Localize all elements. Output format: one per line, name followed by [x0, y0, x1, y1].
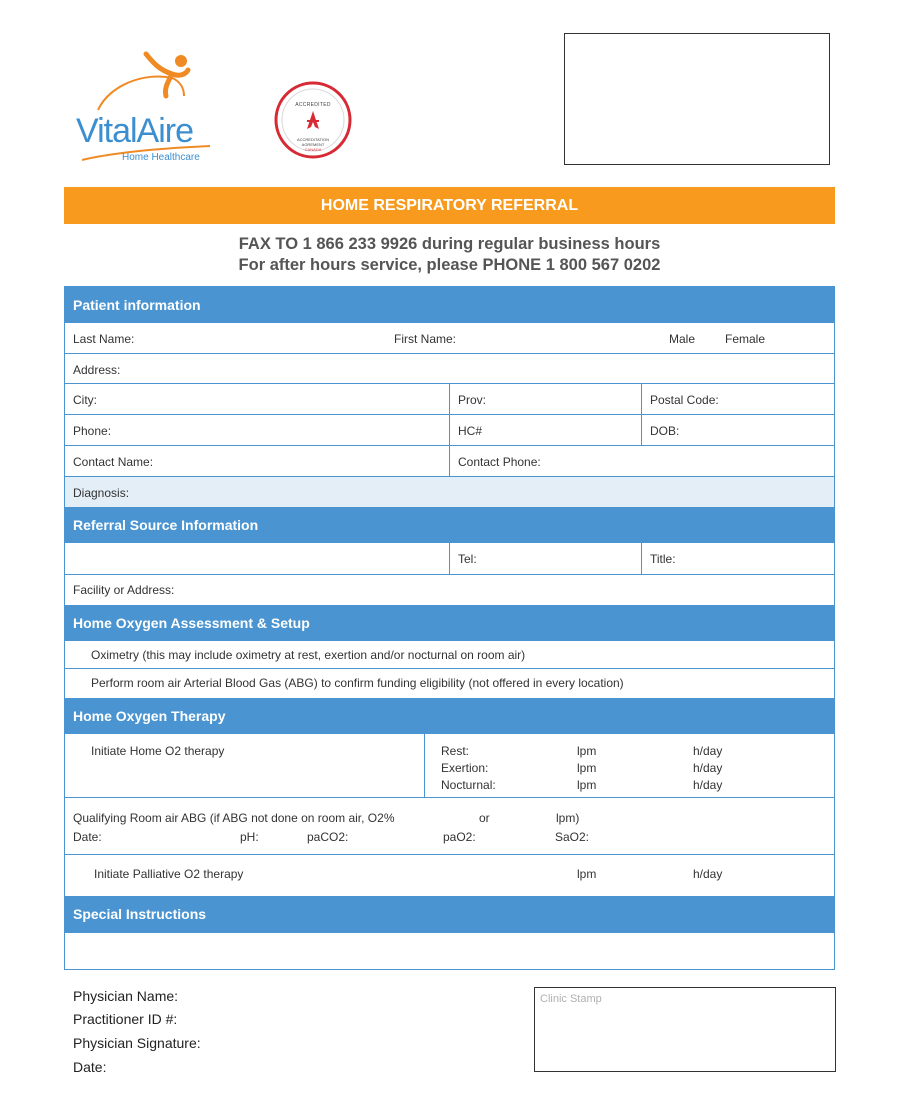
- divider: [641, 543, 642, 574]
- nocturnal-lpm-field[interactable]: lpm: [577, 778, 597, 792]
- section-header-special: Special Instructions: [65, 896, 834, 933]
- ph-field[interactable]: pH:: [240, 830, 259, 844]
- vitalaire-logo: [76, 48, 226, 168]
- oximetry-option[interactable]: Oximetry (this may include oximetry at rest, exertion and/or nocturnal on room air): [91, 648, 526, 662]
- row-phone: [65, 415, 834, 446]
- exertion-hday-field[interactable]: h/day: [693, 761, 723, 775]
- patient-label-box[interactable]: [564, 33, 830, 165]
- row-initiate-therapy: [65, 734, 834, 798]
- first-name-field[interactable]: First Name:: [394, 332, 457, 346]
- practitioner-id-field[interactable]: Practitioner ID #:: [73, 1011, 178, 1027]
- phone-field[interactable]: Phone:: [73, 424, 112, 438]
- postal-code-field[interactable]: Postal Code:: [650, 393, 719, 407]
- divider: [641, 384, 642, 414]
- row-referral-contact: [65, 543, 834, 575]
- male-option[interactable]: Male: [669, 332, 696, 346]
- rest-hday-field[interactable]: h/day: [693, 744, 723, 758]
- contact-name-field[interactable]: Contact Name:: [73, 455, 154, 469]
- abg-option[interactable]: Perform room air Arterial Blood Gas (ABG) to confirm funding eligibility (not offered in every location): [91, 676, 624, 690]
- diagnosis-field[interactable]: Diagnosis:: [73, 486, 130, 500]
- divider: [449, 543, 450, 574]
- health-card-field[interactable]: HC#: [458, 424, 483, 438]
- row-facility: [65, 575, 834, 605]
- row-name: [65, 323, 834, 354]
- nocturnal-hday-field[interactable]: h/day: [693, 778, 723, 792]
- clinic-stamp-label: Clinic Stamp: [540, 993, 602, 1005]
- fax-instructions: [64, 234, 835, 276]
- female-option[interactable]: Female: [725, 332, 766, 346]
- palliative-hday-field[interactable]: h/day: [693, 867, 723, 881]
- exertion-label: Exertion:: [441, 761, 489, 775]
- divider: [424, 734, 425, 797]
- section-header-assessment: Home Oxygen Assessment & Setup: [65, 605, 834, 641]
- referral-tel-field[interactable]: Tel:: [458, 552, 477, 566]
- section-header-patient: Patient information: [65, 287, 834, 323]
- row-diagnosis: [65, 477, 834, 507]
- row-palliative: [65, 855, 834, 896]
- physician-signature-field[interactable]: Physician Signature:: [73, 1035, 201, 1051]
- palliative-o2-option[interactable]: Initiate Palliative O2 therapy: [94, 867, 244, 881]
- fax-line: FAX TO 1 866 233 9926 during regular business hours: [238, 235, 661, 253]
- seal-line: AGREMENT: [301, 142, 325, 147]
- dob-field[interactable]: DOB:: [650, 424, 680, 438]
- facility-field[interactable]: Facility or Address:: [73, 583, 175, 597]
- divider: [641, 415, 642, 445]
- row-address: [65, 354, 834, 384]
- qualifying-abg-label: Qualifying Room air ABG (if ABG not done on room air, O2%: [73, 811, 395, 825]
- clinic-stamp-box[interactable]: [534, 987, 836, 1072]
- nocturnal-label: Nocturnal:: [441, 778, 496, 792]
- brand-tagline: Home Healthcare: [122, 152, 200, 163]
- referral-name-field[interactable]: [73, 552, 443, 566]
- abg-date-field[interactable]: Date:: [73, 830, 102, 844]
- city-field[interactable]: City:: [73, 393, 97, 407]
- seal-top-text: ACCREDITED: [295, 102, 331, 108]
- section-header-referral: Referral Source Information: [65, 507, 834, 543]
- phone-line: For after hours service, please PHONE 1 800 567 0202: [238, 256, 661, 274]
- rest-lpm-field[interactable]: lpm: [577, 744, 597, 758]
- seal-line: CANADA: [304, 147, 322, 152]
- province-field[interactable]: Prov:: [458, 393, 487, 407]
- row-abg: [65, 669, 834, 698]
- pao2-field[interactable]: paO2:: [443, 830, 476, 844]
- special-instructions-field[interactable]: [65, 933, 834, 969]
- exertion-lpm-field[interactable]: lpm: [577, 761, 597, 775]
- rest-label: Rest:: [441, 744, 470, 758]
- contact-phone-field[interactable]: Contact Phone:: [458, 455, 541, 469]
- divider: [449, 446, 450, 476]
- palliative-lpm-field[interactable]: lpm: [577, 867, 597, 881]
- referral-title-field[interactable]: Title:: [650, 552, 676, 566]
- or-label: or: [479, 811, 490, 825]
- address-field[interactable]: Address:: [73, 363, 121, 377]
- divider: [449, 415, 450, 445]
- accreditation-seal: [274, 81, 352, 159]
- sao2-field[interactable]: SaO2:: [555, 830, 590, 844]
- row-contact: [65, 446, 834, 477]
- brand-name: VitalAire: [76, 112, 193, 150]
- seal-bottom-text: [274, 137, 352, 152]
- form-title-banner: HOME RESPIRATORY REFERRAL: [64, 187, 835, 224]
- row-oximetry: [65, 641, 834, 669]
- initiate-o2-option[interactable]: Initiate Home O2 therapy: [91, 744, 225, 758]
- paco2-field[interactable]: paCO2:: [307, 830, 349, 844]
- section-header-therapy: Home Oxygen Therapy: [65, 698, 834, 734]
- divider: [449, 384, 450, 414]
- lpm-close-label: lpm): [556, 811, 580, 825]
- physician-name-field[interactable]: Physician Name:: [73, 988, 179, 1004]
- row-qualifying-abg: [65, 798, 834, 855]
- referral-form: [64, 286, 835, 970]
- row-city: [65, 384, 834, 415]
- last-name-field[interactable]: Last Name:: [73, 332, 135, 346]
- signature-date-field[interactable]: Date:: [73, 1059, 107, 1075]
- seal-line: ACCREDITATION: [296, 137, 330, 142]
